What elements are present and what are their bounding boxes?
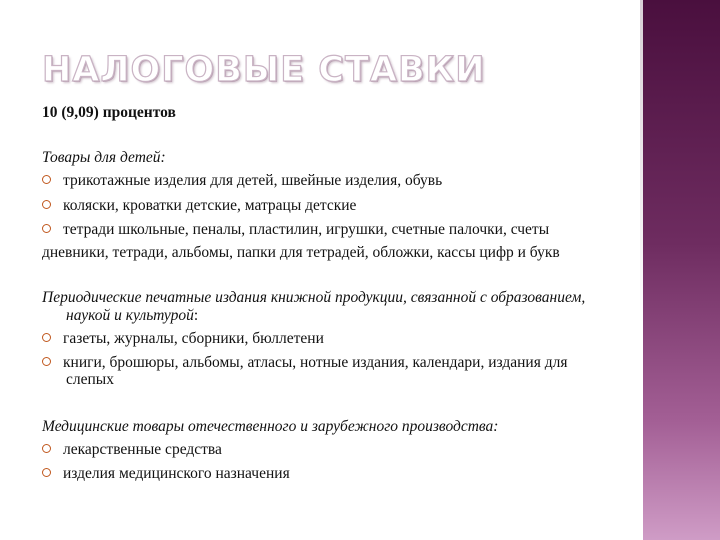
bullet-icon: [42, 175, 51, 184]
list-item: газеты, журналы, сборники, бюллетени: [42, 329, 324, 349]
list-item: коляски, кроватки детские, матрацы детские: [42, 196, 356, 216]
list-item: тетради школьные, пеналы, пластилин, игрушки, счетные палочки, счеты: [42, 220, 549, 240]
section-medical-heading: Медицинские товары отечественного и зарубежного производства:: [42, 418, 499, 435]
side-decoration-bar: [643, 0, 720, 540]
list-item: трикотажные изделия для детей, швейные изделия, обувь: [42, 171, 442, 191]
list-item-continuation: дневники, тетради, альбомы, папки для тетрадей, обложки, кассы цифр и букв: [42, 244, 560, 261]
list-item: книги, брошюры, альбомы, атласы, нотные издания, календари, издания для: [42, 353, 567, 373]
slide-title: НАЛОГОВЫЕ СТАВКИ: [42, 50, 486, 90]
rate-heading: 10 (9,09) процентов: [42, 104, 176, 121]
list-item: изделия медицинского назначения: [42, 464, 290, 484]
section-periodicals-heading: Периодические печатные издания книжной продукции, связанной с образованием,: [42, 289, 586, 306]
bullet-icon: [42, 200, 51, 209]
list-item: лекарственные средства: [42, 440, 222, 460]
section-children-heading: Товары для детей:: [42, 149, 166, 166]
bullet-icon: [42, 444, 51, 453]
bullet-icon: [42, 357, 51, 366]
section-periodicals-heading-cont: наукой и культурой:: [66, 307, 199, 324]
bullet-icon: [42, 333, 51, 342]
bullet-icon: [42, 468, 51, 477]
bullet-icon: [42, 224, 51, 233]
list-item-continuation: слепых: [66, 371, 114, 388]
